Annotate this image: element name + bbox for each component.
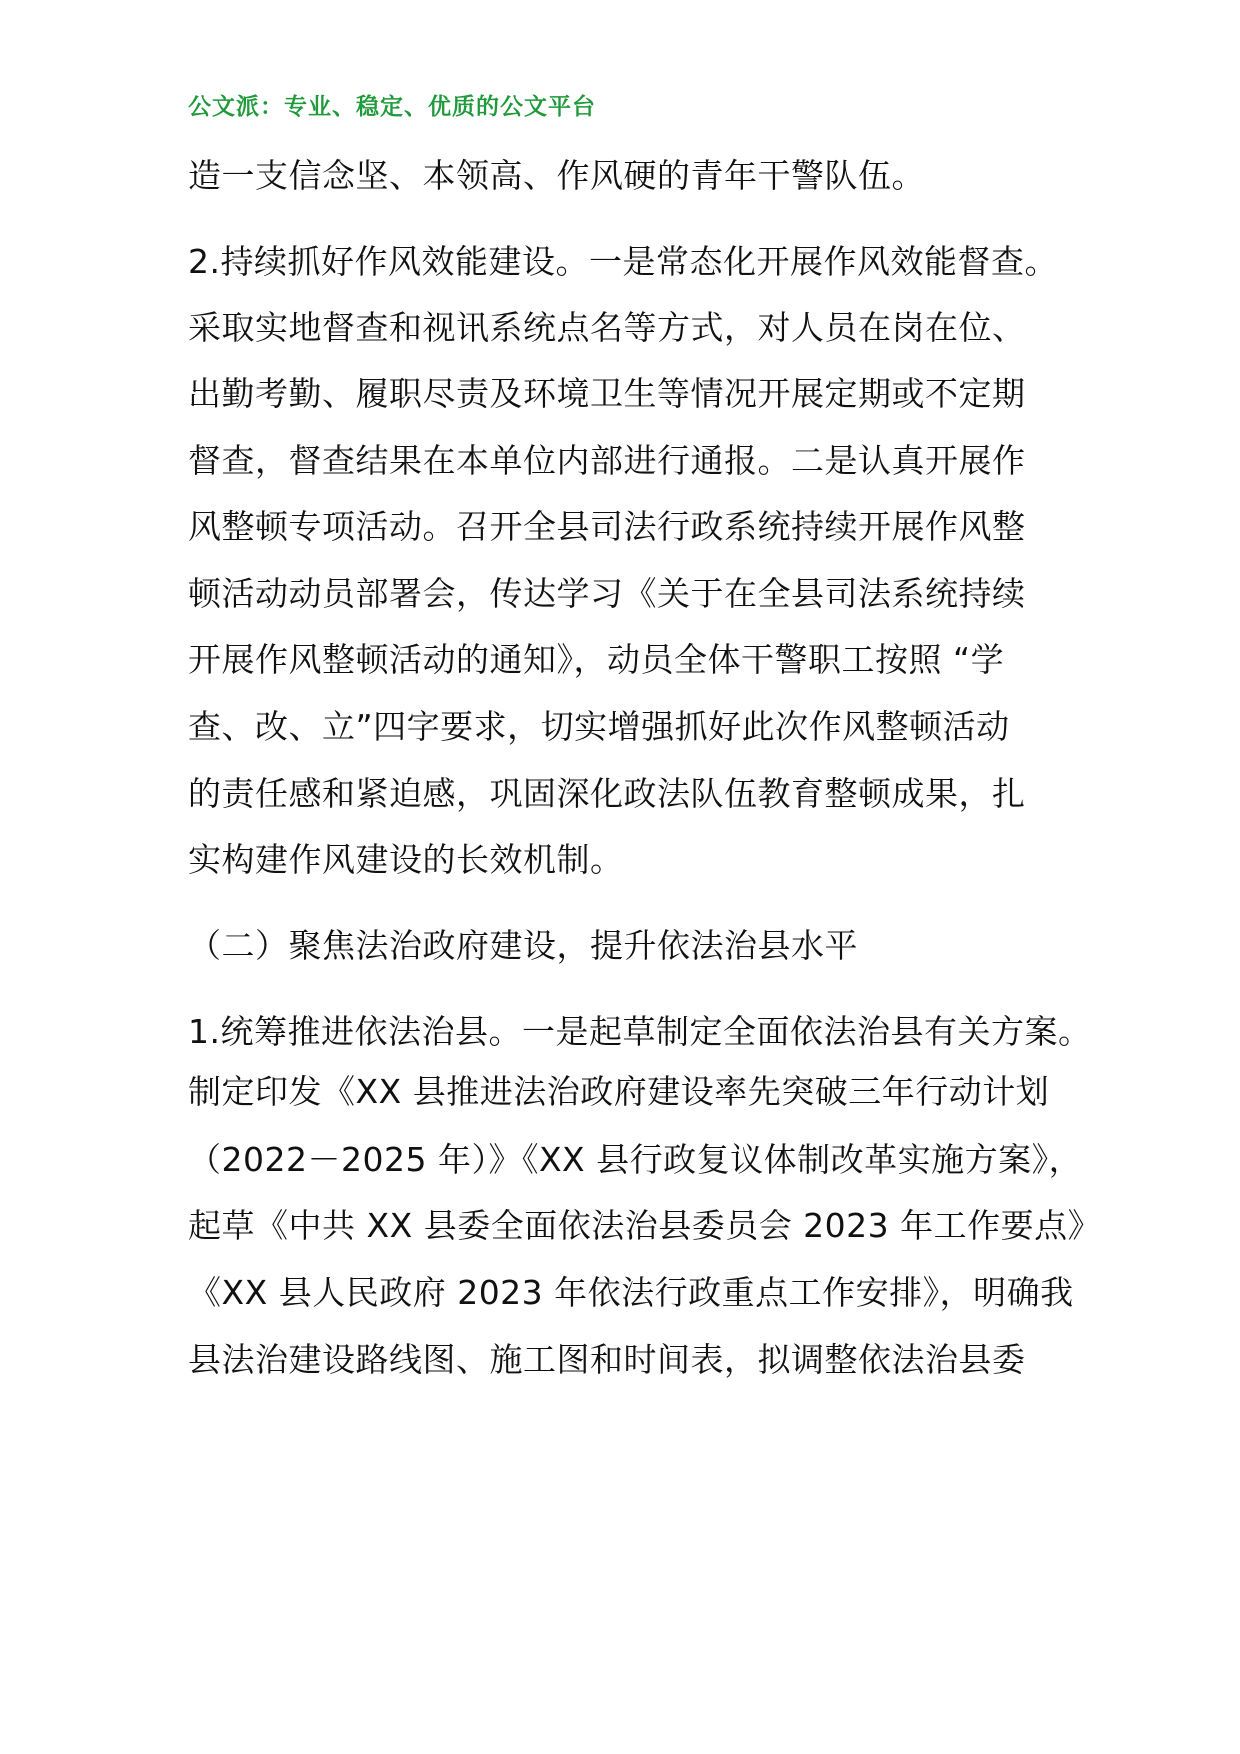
body-line: 开展作风整顿活动的通知》，动员全体干警职工按照 “学 — [188, 640, 1005, 679]
body-line: 制定印发《XX 县推进法治政府建设率先突破三年行动计划 — [188, 1072, 1050, 1111]
body-line: 出勤考勤、履职尽责及环境卫生等情况开展定期或不定期 — [188, 374, 1026, 413]
body-line: 起草《中共 XX 县委全面依法治县委员会 2023 年工作要点》 — [188, 1206, 1102, 1245]
body-line: 采取实地督查和视讯系统点名等方式，对人员在岗在位、 — [188, 308, 1026, 347]
body-line: 实构建作风建设的长效机制。 — [188, 840, 624, 879]
body-line: 风整顿专项活动。召开全县司法行政系统持续开展作风整 — [188, 507, 1026, 546]
body-line: 顿活动动员部署会，传达学习《关于在全县司法系统持续 — [188, 574, 1026, 613]
body-line: （2022－2025 年）》《XX 县行政复议体制改革实施方案》， — [188, 1140, 1083, 1179]
page-header: 公文派：专业、稳定、优质的公文平台 — [188, 94, 596, 120]
body-line: 查、改、立”四字要求，切实增强抓好此次作风整顿活动 — [188, 707, 1010, 746]
body-line: 《XX 县人民政府 2023 年依法行政重点工作安排》，明确我 — [188, 1273, 1074, 1312]
body-line: 2.持续抓好作风效能建设。一是常态化开展作风效能督查。 — [188, 242, 1058, 281]
body-line: 县法治建设路线图、施工图和时间表，拟调整依法治县委 — [188, 1340, 1026, 1379]
body-line: 1.统筹推进依法治县。一是起草制定全面依法治县有关方案。 — [188, 1012, 1092, 1051]
section-heading: （二）聚焦法治政府建设，提升依法治县水平 — [188, 926, 858, 965]
body-line: 的责任感和紧迫感，巩固深化政法队伍教育整顿成果，扎 — [188, 774, 1026, 813]
body-line: 督查，督查结果在本单位内部进行通报。二是认真开展作 — [188, 441, 1026, 480]
body-line: 造一支信念坚、本领高、作风硬的青年干警队伍。 — [188, 156, 925, 195]
